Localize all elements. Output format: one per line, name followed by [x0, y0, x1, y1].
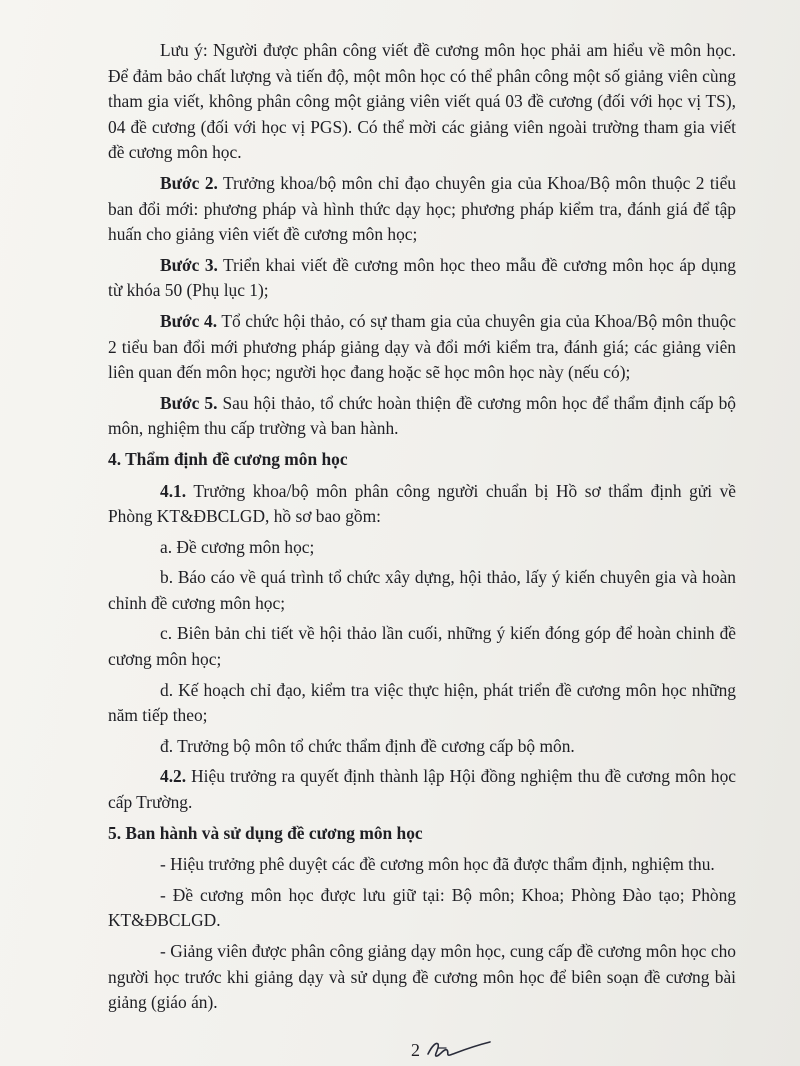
- list-item-dd: đ. Trưởng bộ môn tổ chức thẩm định đề cương cấp bộ môn.: [160, 735, 575, 756]
- list-item-c: c. Biên bản chi tiết về hội thảo lần cuối, những ý kiến đóng góp để hoàn chinh đề cương môn học;: [108, 623, 736, 670]
- step-3-text: Triển khai viết đề cương môn học theo mẫu đề cương môn học áp dụng từ khóa 50 (Phụ lục 1);: [108, 254, 736, 301]
- section-4-1-label: 4.1.: [160, 480, 187, 501]
- section-5-heading: 5. Ban hành và sử dụng đề cương môn học: [108, 822, 423, 843]
- bullet-approval: - Hiệu trưởng phê duyệt các đề cương môn học đã được thẩm định, nghiệm thu.: [160, 854, 715, 875]
- step-4-paragraph: [108, 309, 736, 386]
- step-2-label: Bước 2.: [160, 172, 218, 193]
- step-3-label: Bước 3.: [160, 254, 218, 275]
- step-2-text: Trưởng khoa/bộ môn chỉ đạo chuyên gia của Khoa/Bộ môn thuộc 2 tiểu ban đổi mới: phương pháp và hình thức dạy học; phương pháp kiểm tra, đánh giá để tập huấn cho giảng viên viết đề cương môn học;: [108, 172, 736, 245]
- document-body: [108, 38, 736, 1021]
- step-5-text: Sau hội thảo, tổ chức hoàn thiện đề cương môn học để thẩm định cấp bộ môn, nghiệm thu cấp trường và ban hành.: [108, 392, 737, 439]
- section-4-heading: 4. Thẩm định đề cương môn học: [108, 448, 348, 469]
- section-4-2-paragraph: [108, 764, 736, 815]
- step-3-paragraph: [108, 253, 736, 304]
- list-item-d: d. Kế hoạch chỉ đạo, kiểm tra việc thực hiện, phát triển đề cương môn học những năm tiếp theo;: [108, 679, 736, 726]
- step-5-label: Bước 5.: [160, 392, 218, 413]
- step-4-label: Bước 4.: [160, 310, 218, 331]
- page-number: 2: [411, 1040, 420, 1060]
- note-paragraph: Lưu ý: Người được phân công viết đề cương môn học phải am hiểu về môn học. Để đảm bảo chất lượng và tiến độ, một môn học có thể phân công một số giảng viên cùng tham gia viết, không phân công một giảng viên viết quá 03 đề cương (đối với học vị TS), 04 đề cương (đối với học vị PGS). Có thể mời các giảng viên ngoài trường tham gia viết đề cương môn học.: [108, 40, 736, 163]
- step-5-paragraph: [108, 391, 736, 442]
- list-item-b: b. Báo cáo về quá trình tổ chức xây dựng, hội thảo, lấy ý kiến chuyên gia và hoàn chỉnh đề cương môn học;: [108, 567, 736, 613]
- bullet-storage: - Đề cương môn học được lưu giữ tại: Bộ môn; Khoa; Phòng Đào tạo; Phòng KT&ĐBCLGD.: [108, 884, 736, 931]
- initials-signature: [424, 1036, 494, 1062]
- section-4-2-label: 4.2.: [160, 766, 187, 787]
- step-2-paragraph: [108, 171, 736, 248]
- section-4-1-paragraph: [108, 479, 736, 530]
- section-4-1-text: Trưởng khoa/bộ môn phân công người chuẩn bị Hồ sơ thẩm định gửi về Phòng KT&ĐBCLGD, hồ sơ bao gồm:: [108, 480, 736, 527]
- section-4-2-text: Hiệu trưởng ra quyết định thành lập Hội đồng nghiệm thu đề cương môn học cấp Trường.: [108, 766, 736, 813]
- bullet-usage: - Giảng viên được phân công giảng dạy môn học, cung cấp đề cương môn học cho người học trước khi giảng dạy và sử dụng đề cương môn học để biên soạn đề cương bài giảng (giáo án).: [108, 941, 736, 1013]
- step-4-text: Tổ chức hội thảo, có sự tham gia của chuyên gia của Khoa/Bộ môn thuộc 2 tiểu ban đổi mới phương pháp giảng dạy và đổi mới kiểm tra, đánh giá; các giảng viên liên quan đến môn học; người học đang hoặc sẽ học môn học này (nếu có);: [108, 310, 736, 383]
- list-item-a: a. Đề cương môn học;: [160, 536, 315, 557]
